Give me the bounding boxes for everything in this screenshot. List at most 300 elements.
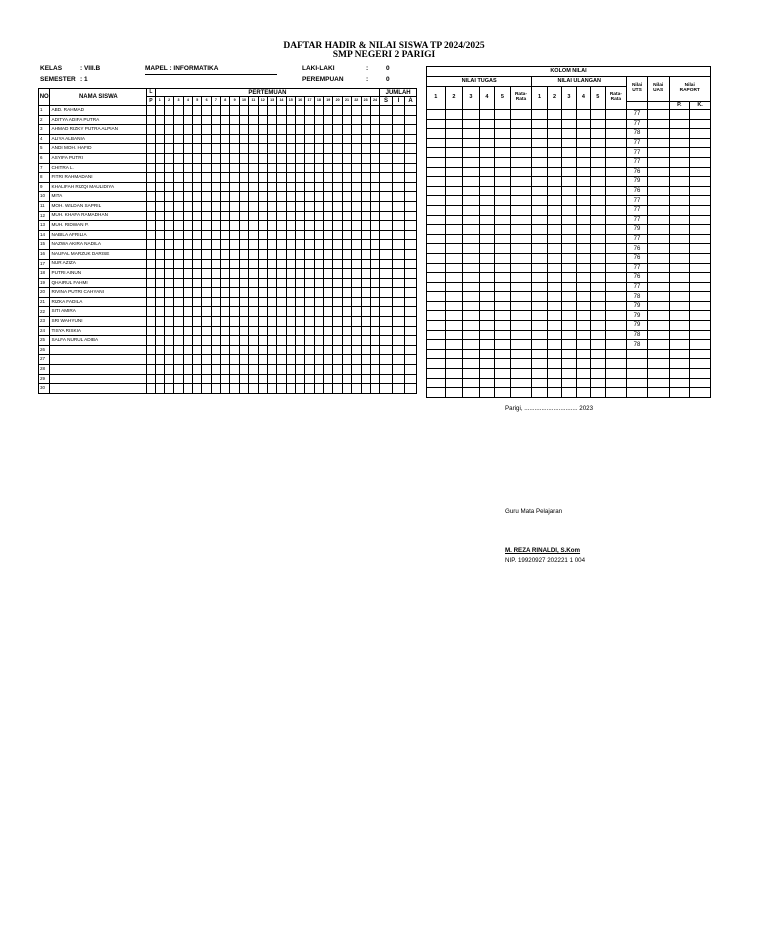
attendance-cell [155, 259, 164, 269]
grade-cell [605, 215, 627, 225]
grade-row [427, 119, 711, 129]
attendance-cell [202, 221, 211, 231]
meeting-day-header: 19 [324, 97, 333, 106]
grade-cell [445, 311, 463, 321]
attendance-cell [286, 173, 295, 183]
grade-cell [479, 205, 494, 215]
nama-siswa-header: NAMA SISWA [50, 89, 147, 106]
grade-cell [647, 282, 669, 292]
grade-cell [591, 244, 605, 254]
attendance-cell [333, 240, 342, 250]
grade-cell [647, 110, 669, 120]
attendance-cell [258, 307, 267, 317]
grade-cell [547, 359, 561, 369]
uas-sub-header [647, 102, 669, 110]
attendance-cell [230, 259, 239, 269]
attendance-cell [183, 288, 192, 298]
attendance-cell [155, 365, 164, 375]
meeting-day-header: 12 [258, 97, 267, 106]
attendance-cell [174, 326, 183, 336]
grade-cell [445, 177, 463, 187]
grade-cell [562, 138, 576, 148]
nilai-raport-header [669, 77, 711, 102]
grade-cell [562, 234, 576, 244]
attendance-cell [174, 192, 183, 202]
grade-cell [532, 186, 547, 196]
attendance-cell [193, 278, 202, 288]
attendance-cell [258, 278, 267, 288]
grade-cell [669, 119, 690, 129]
attendance-cell [193, 163, 202, 173]
grade-cell [591, 215, 605, 225]
laki-laki-count: 0 [386, 65, 390, 72]
nilai-tugas-col-header: 2 [445, 87, 463, 110]
student-name: NAZWA AKIRA NADILA [50, 240, 147, 250]
attendance-cell [277, 173, 286, 183]
attendance-cell [361, 269, 370, 279]
attendance-cell [249, 240, 258, 250]
attendance-cell [361, 259, 370, 269]
attendance-cell [211, 240, 220, 250]
grade-cell [591, 196, 605, 206]
attendance-cell [277, 153, 286, 163]
attendance-cell [342, 307, 351, 317]
attendance-total-cell [405, 106, 417, 116]
attendance-cell [324, 173, 333, 183]
grade-cell [605, 244, 627, 254]
grade-cell [463, 311, 480, 321]
attendance-total-cell [380, 249, 392, 259]
attendance-cell [164, 269, 173, 279]
grade-cell [547, 311, 561, 321]
grade-cell [445, 167, 463, 177]
grade-cell [495, 215, 510, 225]
attendance-cell [239, 173, 248, 183]
nilai-ulangan-header: NILAI ULANGAN [532, 77, 627, 87]
kelas-value: : VIII.B [80, 65, 101, 72]
student-name: TISYA RISKIA [50, 326, 147, 336]
attendance-cell [221, 297, 230, 307]
student-row [39, 259, 417, 269]
rata-rata-label-2: Rata [515, 97, 527, 102]
attendance-cell [314, 269, 323, 279]
grade-cell [510, 225, 532, 235]
attendance-cell [155, 192, 164, 202]
grade-cell [427, 330, 446, 340]
grade-cell [495, 244, 510, 254]
attendance-cell [277, 106, 286, 116]
student-number: 17 [39, 259, 50, 269]
grade-cell [605, 205, 627, 215]
meeting-day-header: 22 [352, 97, 361, 106]
grade-cell [562, 311, 576, 321]
uts-score-cell [627, 359, 648, 369]
student-name: CHITRA L. [50, 163, 147, 173]
attendance-cell [305, 259, 314, 269]
attendance-cell [239, 355, 248, 365]
grade-cell [445, 110, 463, 120]
grade-cell [532, 215, 547, 225]
attendance-cell [370, 125, 379, 135]
attendance-cell [230, 365, 239, 375]
attendance-cell [249, 326, 258, 336]
attendance-cell [333, 173, 342, 183]
nilai-uts-label-1: Nilai [631, 83, 643, 89]
uts-score-cell: 78 [627, 292, 648, 302]
grade-cell [463, 215, 480, 225]
attendance-cell [305, 115, 314, 125]
grade-cell [647, 301, 669, 311]
gender-cell [147, 269, 155, 279]
attendance-cell [164, 355, 173, 365]
attendance-cell [211, 307, 220, 317]
attendance-total-cell [392, 106, 404, 116]
attendance-cell [361, 278, 370, 288]
kolom-nilai-header: KOLOM NILAI [427, 67, 711, 77]
attendance-total-cell [405, 230, 417, 240]
attendance-total-cell [392, 326, 404, 336]
attendance-cell [193, 153, 202, 163]
nilai-tugas-col-header: 1 [427, 87, 446, 110]
grade-cell [463, 301, 480, 311]
attendance-cell [333, 326, 342, 336]
attendance-total-cell [405, 173, 417, 183]
grade-cell [510, 292, 532, 302]
attendance-cell [174, 182, 183, 192]
attendance-cell [174, 336, 183, 346]
nilai-ulangan-col-header: 5 [591, 87, 605, 110]
grade-cell [690, 282, 711, 292]
student-name: MITA [50, 192, 147, 202]
student-number: 14 [39, 230, 50, 240]
attendance-cell [370, 288, 379, 298]
gender-cell [147, 125, 155, 135]
meeting-day-header: 4 [183, 97, 192, 106]
attendance-cell [249, 288, 258, 298]
attendance-cell [221, 125, 230, 135]
attendance-cell [352, 374, 361, 384]
attendance-total-cell [380, 240, 392, 250]
attendance-cell [333, 307, 342, 317]
attendance-cell [370, 259, 379, 269]
grade-cell [463, 369, 480, 379]
grade-cell [463, 340, 480, 350]
attendance-cell [202, 144, 211, 154]
attendance-cell [314, 278, 323, 288]
grade-cell [605, 167, 627, 177]
attendance-cell [352, 317, 361, 327]
attendance-cell [277, 144, 286, 154]
attendance-cell [305, 336, 314, 346]
attendance-cell [193, 192, 202, 202]
attendance-cell [352, 278, 361, 288]
grade-cell [669, 321, 690, 331]
attendance-cell [267, 288, 276, 298]
attendance-cell [221, 269, 230, 279]
grade-cell [532, 321, 547, 331]
attendance-total-cell [392, 144, 404, 154]
grade-cell [605, 253, 627, 263]
mapel-field [145, 65, 277, 75]
grade-cell [495, 119, 510, 129]
attendance-total-cell [405, 240, 417, 250]
attendance-cell [267, 278, 276, 288]
attendance-cell [277, 115, 286, 125]
attendance-total-cell [405, 288, 417, 298]
attendance-cell [155, 163, 164, 173]
grade-cell [605, 234, 627, 244]
attendance-cell [221, 326, 230, 336]
attendance-cell [267, 326, 276, 336]
grade-cell [591, 177, 605, 187]
attendance-cell [277, 297, 286, 307]
grade-cell [576, 349, 590, 359]
attendance-cell [221, 106, 230, 116]
attendance-cell [258, 144, 267, 154]
attendance-cell [202, 374, 211, 384]
attendance-cell [183, 144, 192, 154]
attendance-cell [202, 288, 211, 298]
grade-cell [647, 205, 669, 215]
attendance-cell [221, 307, 230, 317]
student-row [39, 249, 417, 259]
attendance-cell [221, 115, 230, 125]
attendance-cell [155, 106, 164, 116]
grade-cell [647, 177, 669, 187]
grade-cell [576, 205, 590, 215]
gender-cell [147, 230, 155, 240]
student-number: 16 [39, 249, 50, 259]
attendance-cell [155, 249, 164, 259]
grade-cell [445, 225, 463, 235]
attendance-cell [314, 345, 323, 355]
grade-cell [479, 311, 494, 321]
attendance-cell [324, 192, 333, 202]
attendance-total-cell [380, 201, 392, 211]
student-row [39, 288, 417, 298]
grade-cell [495, 340, 510, 350]
attendance-cell [164, 374, 173, 384]
attendance-cell [361, 106, 370, 116]
grade-cell [427, 225, 446, 235]
grade-cell [690, 215, 711, 225]
grade-cell [690, 273, 711, 283]
student-name: RIZKA FADILA [50, 297, 147, 307]
attendance-cell [174, 345, 183, 355]
grade-cell [591, 234, 605, 244]
grade-cell [605, 369, 627, 379]
grade-cell [591, 330, 605, 340]
attendance-cell [314, 153, 323, 163]
grade-row [427, 369, 711, 379]
grade-cell [427, 244, 446, 254]
attendance-cell [230, 173, 239, 183]
attendance-cell [258, 106, 267, 116]
grade-row [427, 349, 711, 359]
grade-cell [690, 234, 711, 244]
perempuan-label: PEREMPUAN [302, 76, 344, 83]
attendance-cell [305, 134, 314, 144]
attendance-cell [314, 163, 323, 173]
attendance-cell [202, 173, 211, 183]
attendance-total-cell [405, 259, 417, 269]
grade-cell [562, 273, 576, 283]
grade-cell [591, 349, 605, 359]
attendance-cell [239, 336, 248, 346]
grade-cell [576, 196, 590, 206]
attendance-cell [164, 144, 173, 154]
gender-cell [147, 259, 155, 269]
attendance-cell [155, 278, 164, 288]
grade-row [427, 196, 711, 206]
attendance-cell [370, 163, 379, 173]
uts-sub-header [627, 102, 648, 110]
student-name: QHAIRUL FAHMI [50, 278, 147, 288]
attendance-cell [361, 173, 370, 183]
grade-cell [445, 244, 463, 254]
attendance-cell [370, 269, 379, 279]
attendance-total-cell [380, 173, 392, 183]
attendance-cell [202, 259, 211, 269]
attendance-cell [183, 153, 192, 163]
attendance-cell [193, 106, 202, 116]
grade-cell [445, 378, 463, 388]
attendance-cell [361, 384, 370, 394]
attendance-total-cell [405, 355, 417, 365]
attendance-cell [258, 182, 267, 192]
student-row [39, 221, 417, 231]
grade-cell [547, 234, 561, 244]
grade-cell [669, 340, 690, 350]
attendance-cell [295, 115, 304, 125]
attendance-cell [295, 192, 304, 202]
student-name: ANDI MOH. HAFID [50, 144, 147, 154]
grade-cell [445, 273, 463, 283]
grade-cell [495, 349, 510, 359]
student-number: 2 [39, 115, 50, 125]
attendance-cell [305, 153, 314, 163]
attendance-cell [277, 355, 286, 365]
meeting-day-header: 7 [211, 97, 220, 106]
grade-cell [576, 167, 590, 177]
attendance-cell [352, 355, 361, 365]
attendance-total-cell [392, 288, 404, 298]
attendance-cell [230, 288, 239, 298]
attendance-cell [239, 115, 248, 125]
student-row [39, 230, 417, 240]
grade-cell [547, 263, 561, 273]
grade-cell [562, 378, 576, 388]
grade-cell [445, 359, 463, 369]
grade-cell [591, 273, 605, 283]
attendance-cell [164, 115, 173, 125]
attendance-cell [239, 297, 248, 307]
grade-cell [532, 388, 547, 398]
attendance-cell [305, 230, 314, 240]
grade-cell [591, 205, 605, 215]
attendance-cell [211, 317, 220, 327]
grade-cell [562, 215, 576, 225]
attendance-cell [249, 230, 258, 240]
grade-cell [576, 282, 590, 292]
grade-cell [532, 225, 547, 235]
attendance-cell [193, 230, 202, 240]
grade-cell [479, 340, 494, 350]
nilai-ulangan-col-header: 2 [547, 87, 561, 110]
rata-rata-label-1: Rata- [514, 92, 527, 98]
grade-cell [479, 349, 494, 359]
grade-cell [445, 253, 463, 263]
attendance-cell [249, 163, 258, 173]
grade-cell [547, 292, 561, 302]
attendance-cell [305, 125, 314, 135]
attendance-cell [155, 269, 164, 279]
student-row [39, 345, 417, 355]
attendance-cell [295, 106, 304, 116]
attendance-cell [277, 317, 286, 327]
grade-cell [591, 119, 605, 129]
grade-cell [445, 196, 463, 206]
attendance-cell [249, 249, 258, 259]
student-number: 4 [39, 134, 50, 144]
attendance-total-cell [392, 307, 404, 317]
grade-cell [427, 215, 446, 225]
attendance-cell [155, 336, 164, 346]
attendance-cell [342, 201, 351, 211]
attendance-cell [277, 365, 286, 375]
grade-cell [605, 138, 627, 148]
grade-cell [427, 196, 446, 206]
attendance-cell [249, 365, 258, 375]
attendance-total-cell [392, 336, 404, 346]
attendance-cell [174, 355, 183, 365]
attendance-cell [202, 336, 211, 346]
grade-cell [669, 282, 690, 292]
attendance-cell [342, 365, 351, 375]
attendance-cell [352, 230, 361, 240]
grade-cell [510, 301, 532, 311]
attendance-cell [164, 297, 173, 307]
student-name [50, 355, 147, 365]
attendance-cell [193, 115, 202, 125]
attendance-cell [342, 144, 351, 154]
attendance-cell [258, 125, 267, 135]
uts-score-cell: 77 [627, 215, 648, 225]
grade-cell [591, 167, 605, 177]
student-name: MUH. KHAFA RAMADHAN [50, 211, 147, 221]
attendance-cell [314, 221, 323, 231]
attendance-cell [155, 240, 164, 250]
attendance-cell [183, 317, 192, 327]
grade-cell [562, 330, 576, 340]
attendance-cell [267, 106, 276, 116]
grade-cell [690, 177, 711, 187]
attendance-cell [183, 345, 192, 355]
attendance-cell [174, 259, 183, 269]
attendance-cell [183, 278, 192, 288]
attendance-total-cell [392, 269, 404, 279]
attendance-cell [164, 201, 173, 211]
grade-cell [510, 129, 532, 139]
attendance-cell [277, 278, 286, 288]
meeting-day-header: 23 [361, 97, 370, 106]
attendance-total-cell [405, 317, 417, 327]
attendance-cell [295, 134, 304, 144]
attendance-cell [258, 365, 267, 375]
attendance-cell [277, 326, 286, 336]
attendance-cell [370, 374, 379, 384]
attendance-total-cell [405, 182, 417, 192]
